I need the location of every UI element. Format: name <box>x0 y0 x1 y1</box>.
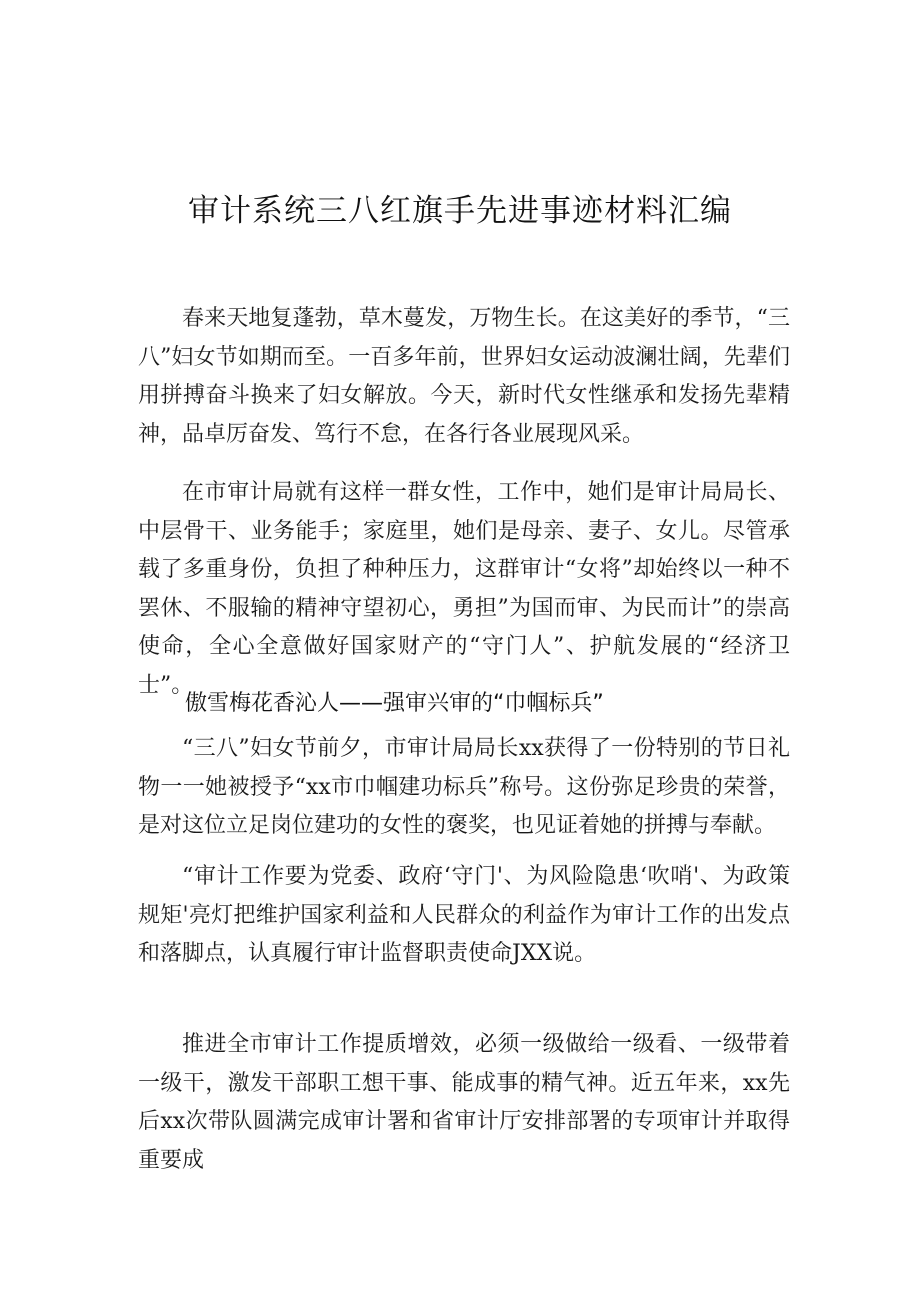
paragraph-award: “三八”妇女节前夕，市审计局局长xx获得了一份特别的节日礼物一一她被授予“xx市巾帼建功标兵”称号。这份弥足珍贵的荣誉，是对这位立足岗位建功的女性的褒奖，也见证着她的拼搏与奉献。 <box>138 736 790 838</box>
paragraph-achievements: 推进全市审计工作提质增效，必须一级做给一级看、一级带着一级干，激发干部职工想干事、能成事的精气神。近五年来，xx先后xx次带队圆满完成审计署和省审计厅安排部署的专项审计并取得重要成 <box>138 1032 790 1173</box>
section-heading: 傲雪梅花香沁人——强审兴审的“巾帼标兵” <box>185 691 604 716</box>
paragraph-audit-women: 在市审计局就有这样一群女性，工作中，她们是审计局局长、中层骨干、业务能手；家庭里，她们是母亲、妻子、女儿。尽管承载了多重身份，负担了种种压力，这群审计“女将”却始终以一种不罢休、不服输的精神守望初心，勇担”为国而审、为民而计”的崇高使命，全心全意做好国家财产的“守门人”、护航发展的“经济卫士”。 <box>138 480 790 698</box>
document-title: 审计系统三八红旗手先进事迹材料汇编 <box>188 193 732 229</box>
paragraph-quote: “审计工作要为党委、政府‘守门'、为风险隐患‘吹哨'、为政策规矩'亮灯把维护国家利益和人民群众的利益作为审计工作的出发点和落脚点，认真履行审计监督职责使命JXX说。 <box>138 864 790 966</box>
paragraph-intro: 春来天地复蓬勃，草木蔓发，万物生长。在这美好的季节，“三八”妇女节如期而至。一百多年前，世界妇女运动波澜壮阔，先辈们用拼搏奋斗换来了妇女解放。今天，新时代女性继承和发扬先辈精神，品卓厉奋发、笃行不怠，在各行各业展现风采。 <box>138 306 790 447</box>
